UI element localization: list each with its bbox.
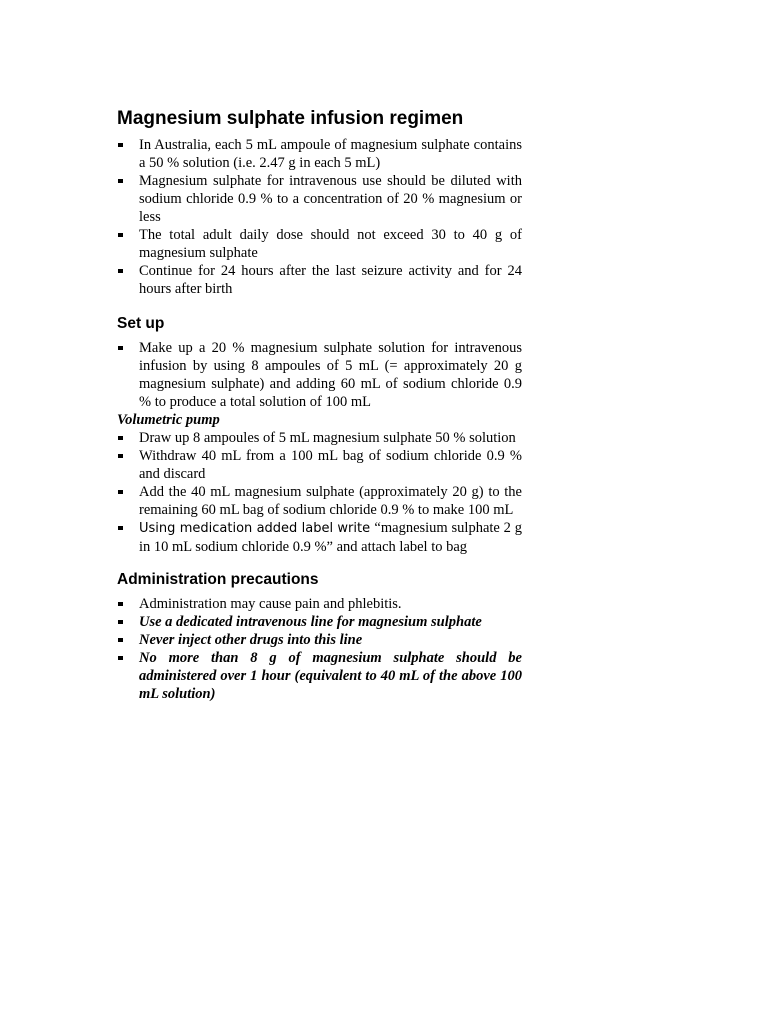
list-item: In Australia, each 5 mL ampoule of magnesium sulphate contains a 50 % solution (i.e. 2.47 g in each 5 mL) (117, 136, 522, 172)
list-item: Continue for 24 hours after the last seizure activity and for 24 hours after birth (117, 262, 522, 298)
list-item: Use a dedicated intravenous line for magnesium sulphate (117, 613, 522, 631)
page-title: Magnesium sulphate infusion regimen (117, 108, 464, 129)
list-item: No more than 8 g of magnesium sulphate should be administered over 1 hour (equivalent to 40 mL of the above 100 mL solution) (117, 649, 522, 703)
list-item: Make up a 20 % magnesium sulphate solution for intravenous infusion by using 8 ampoules of 5 mL (= approximately 20 g magnesium sulphate) and adding 60 mL of sodium chloride 0.9 % to produce a total solution of 100 mL (117, 339, 522, 411)
list-item: Administration may cause pain and phlebitis. (117, 595, 522, 613)
document-page (117, 106, 522, 703)
pump-list (117, 429, 522, 556)
list-item: Magnesium sulphate for intravenous use should be diluted with sodium chloride 0.9 % to a concentration of 20 % magnesium or less (117, 172, 522, 226)
label-instruction-suffix: and attach label to bag (332, 539, 468, 555)
setup-heading: Set up (117, 315, 165, 332)
label-list-item (117, 519, 522, 556)
intro-list (117, 136, 522, 298)
admin-list (117, 595, 522, 703)
list-item: Draw up 8 ampoules of 5 mL magnesium sulphate 50 % solution (117, 429, 522, 447)
volumetric-pump-subheading: Volumetric pump (117, 412, 220, 428)
list-item: The total adult daily dose should not exceed 30 to 40 g of magnesium sulphate (117, 226, 522, 262)
list-item: Never inject other drugs into this line (117, 631, 522, 649)
list-item: Withdraw 40 mL from a 100 mL bag of sodium chloride 0.9 % and discard (117, 447, 522, 483)
setup-list (117, 339, 522, 411)
list-item: Add the 40 mL magnesium sulphate (approximately 20 g) to the remaining 60 mL bag of sodium chloride 0.9 % to make 100 mL (117, 483, 522, 519)
label-text-quote: “magnesium sulphate 2 g in 10 mL sodium chloride 0.9 %” (139, 520, 522, 555)
admin-heading: Administration precautions (117, 571, 319, 588)
label-instruction-text: Using medication added label write (139, 521, 375, 536)
